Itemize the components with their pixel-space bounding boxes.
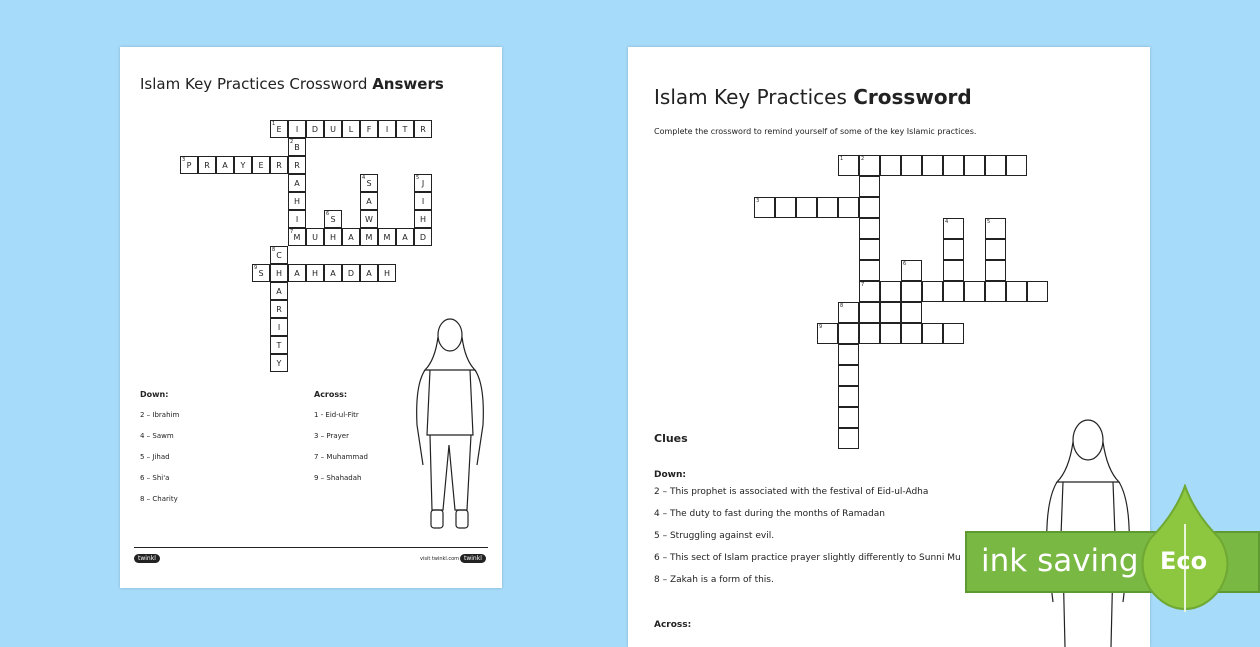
- crossword-cell[interactable]: [922, 323, 943, 344]
- eco-badge-label: Eco: [1160, 547, 1208, 575]
- intro-text: Complete the crossword to remind yourself of some of the key Islamic practices.: [654, 127, 977, 136]
- crossword-cell[interactable]: [838, 323, 859, 344]
- answer-cell: R: [270, 300, 288, 318]
- crossword-cell[interactable]: [775, 197, 796, 218]
- crossword-cell[interactable]: [985, 239, 1006, 260]
- answer-cell: D: [414, 228, 432, 246]
- answer-cell: M: [288, 228, 306, 246]
- answer-cell: A: [288, 264, 306, 282]
- answer-cell: H: [288, 192, 306, 210]
- down-answer-item: 8 – Charity: [140, 495, 178, 503]
- crossword-cell[interactable]: [838, 197, 859, 218]
- clue-number: 9: [254, 265, 258, 271]
- crossword-cell[interactable]: [859, 302, 880, 323]
- clue-number: 3: [182, 157, 186, 163]
- crossword-cell[interactable]: [880, 155, 901, 176]
- across-answer-item: 3 – Prayer: [314, 432, 349, 440]
- down-clue-item: 4 – The duty to fast during the months of Ramadan: [654, 509, 885, 519]
- answers-sheet: [120, 47, 502, 588]
- crossword-cell[interactable]: [901, 155, 922, 176]
- clue-number: 8: [840, 303, 844, 309]
- answer-cell: A: [396, 228, 414, 246]
- answer-cell: H: [324, 228, 342, 246]
- answer-cell: A: [288, 174, 306, 192]
- answer-cell: T: [270, 336, 288, 354]
- answer-cell: W: [360, 210, 378, 228]
- crossword-cell[interactable]: [838, 386, 859, 407]
- crossword-cell[interactable]: [859, 239, 880, 260]
- down-heading: Down:: [140, 390, 169, 399]
- clue-number: 4: [362, 175, 366, 181]
- crossword-cell[interactable]: [943, 281, 964, 302]
- answer-cell: Y: [270, 354, 288, 372]
- answer-cell: A: [360, 264, 378, 282]
- answer-cell: I: [270, 318, 288, 336]
- answer-cell: D: [306, 120, 324, 138]
- girl-illustration: [405, 315, 495, 545]
- answer-cell: A: [270, 282, 288, 300]
- clues-heading: Clues: [654, 432, 688, 445]
- answer-cell: J: [414, 174, 432, 192]
- clue-number: 6: [903, 261, 907, 267]
- crossword-cell[interactable]: [985, 260, 1006, 281]
- clue-number: 2: [861, 156, 865, 162]
- answer-cell: I: [288, 120, 306, 138]
- answer-cell: I: [288, 210, 306, 228]
- answer-cell: U: [324, 120, 342, 138]
- crossword-cell[interactable]: [964, 155, 985, 176]
- answer-cell: R: [270, 156, 288, 174]
- ink-saving-text: ink saving: [981, 543, 1139, 579]
- clue-number: 7: [861, 282, 865, 288]
- crossword-cell[interactable]: [922, 155, 943, 176]
- crossword-cell[interactable]: [985, 281, 1006, 302]
- crossword-cell[interactable]: [901, 323, 922, 344]
- answers-title: Islam Key Practices Crossword Answers: [140, 75, 444, 93]
- answer-cell: R: [198, 156, 216, 174]
- answer-cell: A: [360, 192, 378, 210]
- answer-cell: B: [288, 138, 306, 156]
- clue-number: 1: [272, 121, 276, 127]
- clue-number: 8: [272, 247, 276, 253]
- answer-cell: Y: [234, 156, 252, 174]
- down-clue-item: 2 – This prophet is associated with the festival of Eid-ul-Adha: [654, 487, 929, 497]
- answer-cell: S: [324, 210, 342, 228]
- crossword-cell[interactable]: [859, 218, 880, 239]
- clue-number: 3: [756, 198, 760, 204]
- crossword-cell[interactable]: [817, 197, 838, 218]
- clue-number: 5: [987, 219, 991, 225]
- crossword-cell[interactable]: [943, 323, 964, 344]
- answer-cell: A: [216, 156, 234, 174]
- crossword-cell[interactable]: [943, 239, 964, 260]
- crossword-cell[interactable]: [838, 344, 859, 365]
- down-answer-item: 4 – Sawm: [140, 432, 174, 440]
- across-answer-item: 7 – Muhammad: [314, 453, 368, 461]
- crossword-cell[interactable]: [901, 302, 922, 323]
- answer-cell: A: [324, 264, 342, 282]
- answer-cell: D: [342, 264, 360, 282]
- clue-number: 7: [290, 229, 294, 235]
- across-clues-heading: Across:: [654, 620, 692, 630]
- crossword-cell[interactable]: [880, 302, 901, 323]
- twinkl-logo: twinkl: [134, 554, 160, 563]
- crossword-cell[interactable]: [1006, 155, 1027, 176]
- down-answer-item: 6 – Shi'a: [140, 474, 170, 482]
- crossword-cell[interactable]: [1027, 281, 1048, 302]
- crossword-cell[interactable]: [964, 281, 985, 302]
- answer-cell: U: [306, 228, 324, 246]
- down-answer-item: 5 – Jihad: [140, 453, 170, 461]
- answer-cell: E: [270, 120, 288, 138]
- down-clues-heading: Down:: [654, 470, 686, 480]
- answer-cell: I: [414, 192, 432, 210]
- crossword-cell[interactable]: [859, 260, 880, 281]
- crossword-cell[interactable]: [1006, 281, 1027, 302]
- across-answer-item: 1 - Eid-ul-Fitr: [314, 411, 359, 419]
- down-clue-item: 5 – Struggling against evil.: [654, 531, 775, 541]
- crossword-cell[interactable]: [880, 323, 901, 344]
- crossword-cell[interactable]: [796, 197, 817, 218]
- clue-number: 1: [840, 156, 844, 162]
- answer-cell: I: [378, 120, 396, 138]
- crossword-cell[interactable]: [859, 176, 880, 197]
- clue-number: 2: [290, 139, 294, 145]
- answer-cell: F: [360, 120, 378, 138]
- crossword-cell[interactable]: [859, 323, 880, 344]
- crossword-cell[interactable]: [838, 428, 859, 449]
- answer-cell: M: [360, 228, 378, 246]
- answer-cell: H: [378, 264, 396, 282]
- answer-cell: A: [342, 228, 360, 246]
- footer-divider: [134, 547, 488, 548]
- clue-number: 5: [416, 175, 420, 181]
- crossword-cell[interactable]: [901, 281, 922, 302]
- answer-cell: S: [252, 264, 270, 282]
- answer-cell: C: [270, 246, 288, 264]
- clue-number: 4: [945, 219, 949, 225]
- down-clue-item: 8 – Zakah is a form of this.: [654, 575, 774, 585]
- answer-cell: E: [252, 156, 270, 174]
- clue-number: 9: [819, 324, 823, 330]
- crossword-title: Islam Key Practices Crossword: [654, 85, 972, 109]
- footer-url: visit twinkl.com: [420, 556, 460, 562]
- crossword-cell[interactable]: [922, 281, 943, 302]
- crossword-cell[interactable]: [838, 365, 859, 386]
- answer-cell: H: [414, 210, 432, 228]
- answer-cell: P: [180, 156, 198, 174]
- down-answer-item: 2 – Ibrahim: [140, 411, 180, 419]
- crossword-cell[interactable]: [985, 155, 1006, 176]
- clue-number: 6: [326, 211, 330, 217]
- across-answer-item: 9 – Shahadah: [314, 474, 362, 482]
- answer-cell: R: [288, 156, 306, 174]
- answer-cell: H: [306, 264, 324, 282]
- answer-cell: L: [342, 120, 360, 138]
- answer-cell: R: [414, 120, 432, 138]
- crossword-cell[interactable]: [859, 197, 880, 218]
- answer-cell: M: [378, 228, 396, 246]
- down-clue-item: 6 – This sect of Islam practice prayer slightly differently to Sunni Mu: [654, 553, 961, 563]
- across-heading: Across:: [314, 390, 348, 399]
- girl-illustration-right: [1033, 412, 1143, 647]
- answer-cell: T: [396, 120, 414, 138]
- twinkl-logo-right: twinkl: [460, 554, 486, 563]
- answer-cell: H: [270, 264, 288, 282]
- crossword-cell[interactable]: [880, 281, 901, 302]
- answer-cell: S: [360, 174, 378, 192]
- crossword-cell[interactable]: [943, 260, 964, 281]
- crossword-cell[interactable]: [838, 407, 859, 428]
- crossword-cell[interactable]: [943, 155, 964, 176]
